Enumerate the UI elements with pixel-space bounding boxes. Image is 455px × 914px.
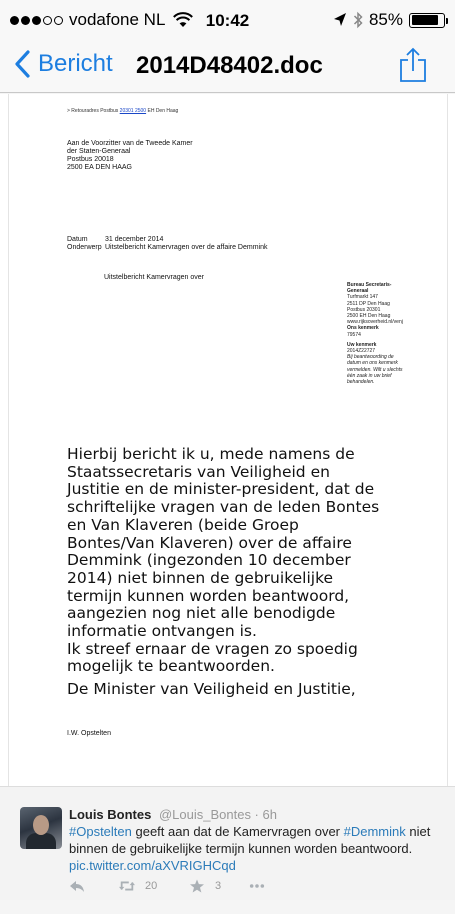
body-line: 2014) niet binnen de gebruikelijke [67, 568, 334, 587]
body-line: Bontes/Van Klaveren) over de affaire [67, 533, 352, 552]
address-line: Postbus 20018 [67, 156, 114, 163]
retweet-icon [119, 879, 135, 893]
return-address-link: 20301 2500 [119, 108, 147, 114]
return-address [67, 108, 178, 114]
onderwerp-row [67, 244, 268, 252]
body-line: schriftelijke vragen van de leden Bontes [67, 498, 380, 517]
kenmerk-label: Ons kenmerk [347, 325, 379, 332]
favorite-icon [189, 879, 205, 893]
uw-kenmerk-value: 2014Z22727 [347, 348, 376, 355]
sidebar-note-line: één zaak in uw brief [347, 372, 392, 379]
tweet-text-segment: niet binnen de gebruikelijke termijn kunnen worden beantwoord. [69, 824, 431, 856]
datum-label: Datum [67, 236, 88, 243]
body-line: aangezien nog niet alle benodigde [67, 604, 336, 623]
kenmerk-value: 79574 [347, 331, 361, 338]
back-button-label: Bericht [38, 50, 113, 77]
back-button[interactable] [14, 50, 113, 78]
body-line: Staatssecretaris van Veiligheid en [67, 462, 330, 481]
carrier-label: vodafone NL [69, 10, 166, 29]
favorite-count: 3 [215, 880, 222, 892]
reply-icon [69, 879, 85, 893]
back-chevron-icon [14, 50, 30, 78]
address-line: 2500 EA DEN HAAG [67, 164, 132, 171]
sidebar-note-line: vermelden. Wilt u slechts [347, 366, 403, 373]
return-address-prefix: > Retouradres Postbus [67, 108, 119, 114]
department-line: Generaal [347, 288, 369, 295]
sidebar-address-line: 2500 EH Den Haag [347, 313, 391, 320]
address-line: Aan de Voorzitter van de Tweede Kamer [67, 140, 193, 147]
bluetooth-icon [353, 11, 363, 29]
status-right [333, 10, 445, 30]
document-title: 2014D48402.doc [136, 52, 323, 79]
hashtag-link[interactable]: #Opstelten [69, 824, 132, 839]
recipient-address [67, 140, 193, 172]
document-viewer[interactable] [0, 94, 455, 786]
letter-meta [67, 236, 268, 252]
sidebar-address-line: Postbus 20301 [347, 306, 381, 313]
datum-row [67, 236, 268, 244]
letter-body [67, 446, 439, 676]
retweet-button[interactable] [119, 879, 189, 893]
location-icon [333, 12, 347, 28]
uw-kenmerk-label: Uw kenmerk [347, 341, 377, 348]
body-line: Hierbij bericht ik u, mede namens de [67, 445, 355, 463]
reply-button[interactable] [69, 879, 119, 893]
tweet-card[interactable] [0, 786, 455, 900]
datum-value: 31 december 2014 [105, 236, 164, 243]
sidebar-address-line: 2511 DP Den Haag [347, 300, 390, 307]
sidebar-note-line: datum en ons kenmerk [347, 360, 398, 367]
department-line: Bureau Secretaris- [347, 282, 392, 288]
letter-closing: De Minister van Veiligheid en Justitie, [67, 680, 356, 698]
body-line: Ik streef ernaar de vragen zo spoedig [67, 639, 358, 658]
return-address-suffix: EH Den Haag [147, 108, 179, 114]
navigation-bar [0, 40, 455, 93]
battery-percent: 85% [368, 10, 403, 29]
body-line: Justitie en de minister-president, dat de [67, 480, 375, 499]
more-icon [249, 879, 265, 893]
status-bar [0, 0, 455, 40]
tweet-author-handle: @Louis_Bontes · 6h [158, 807, 277, 822]
sidebar-note-line: Bij beantwoording de [347, 354, 394, 361]
battery-icon [409, 13, 445, 28]
body-line: en Van Klaveren (beide Groep [67, 515, 299, 534]
tweet-header [69, 807, 277, 822]
body-line: termijn kunnen worden beantwoord, [67, 586, 350, 605]
body-line: informatie ontvangen is. [67, 622, 257, 641]
status-time: 10:42 [205, 11, 250, 30]
tweet-text [69, 823, 439, 874]
battery-fill [412, 15, 438, 25]
sidebar-address-line: www.rijksoverheid.nl/venj [347, 319, 403, 326]
onderwerp-label: Onderwerp [67, 244, 102, 251]
tweet-actions [69, 879, 265, 893]
body-line: mogelijk te beantwoorden. [67, 657, 275, 676]
subject-repeat: Uitstelbericht Kamervragen over [104, 274, 204, 281]
avatar[interactable] [20, 807, 62, 849]
share-icon[interactable] [399, 47, 427, 83]
sender-sidebar [347, 282, 443, 385]
document-page [8, 94, 448, 786]
hashtag-link[interactable]: #Demmink [343, 824, 406, 839]
onderwerp-value: Uitstelbericht Kamervragen over de affaire Demmink [105, 244, 268, 251]
body-line: Demmink (ingezonden 10 december [67, 551, 351, 570]
sidebar-note-line: behandelen. [347, 379, 375, 386]
address-line: der Staten-Generaal [67, 148, 131, 155]
favorite-button[interactable] [189, 879, 249, 893]
retweet-count: 20 [145, 880, 158, 892]
tweet-author-name[interactable]: Louis Bontes [69, 807, 152, 822]
tweet-text-segment: geeft aan dat de Kamervragen over [131, 824, 344, 839]
tweet-media-link[interactable]: pic.twitter.com/aXVRIGHCqd [69, 858, 236, 873]
letter-signer: I.W. Opstelten [67, 730, 111, 737]
more-button[interactable] [249, 879, 265, 893]
sidebar-address-line: Turfmarkt 147 [347, 294, 378, 301]
